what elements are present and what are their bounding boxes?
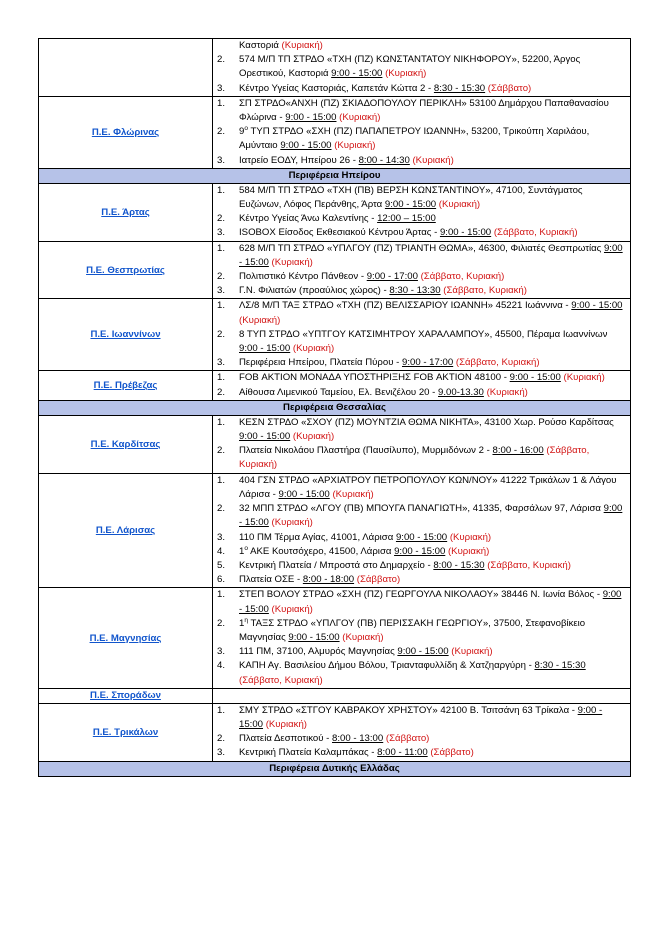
hours-text: 9:00 - 15:00 [509, 372, 561, 384]
hours-text: 9:00 - 15:00 [331, 68, 383, 80]
locations-cell [213, 183, 631, 241]
locations-cell [213, 703, 631, 761]
prefecture-link[interactable]: Π.Ε. Άρτας [101, 206, 150, 218]
days-note: (Σάββατο) [385, 733, 430, 745]
days-note: (Κυριακή) [271, 517, 313, 529]
table-row [39, 473, 631, 588]
hours-text: 9:00 - 15:00 [280, 140, 332, 152]
item-number: 5. [217, 559, 226, 571]
days-note: (Κυριακή) [451, 646, 493, 658]
days-note: (Σάββατο, Κυριακή) [487, 559, 571, 571]
table-row [39, 588, 631, 688]
item-text: 110 ΠΜ Τέρμα Αγίας, 41001, Λάρισα [239, 531, 396, 543]
locations-list [213, 588, 630, 687]
days-note: (Κυριακή) [385, 68, 427, 80]
table-row [39, 299, 631, 371]
item-number: 2. [217, 445, 226, 457]
days-note: (Σάββατο) [356, 574, 401, 586]
region-title: Περιφέρεια Ηπείρου [39, 168, 631, 183]
hours-text: 8:00 - 14:30 [358, 154, 410, 166]
item-text: 32 ΜΠΠ ΣΤΡΔΟ «ΛΓΟΥ (ΠΒ) ΜΠΟΥΓΑ ΠΑΝΑΓΙΩΤΗ», 41335, Φαρσάλων 97, Λάρισα [239, 503, 604, 515]
region-header-row [39, 400, 631, 415]
list-item [213, 573, 630, 587]
list-item [213, 371, 630, 385]
item-number: 3. [217, 82, 226, 94]
hours-text: 9:00 - 15:00 [397, 646, 449, 658]
days-note: (Κυριακή) [342, 631, 384, 643]
item-text: Περιφέρεια Ηπείρου, Πλατεία Πύρου - [239, 357, 402, 369]
list-item [213, 617, 630, 645]
hours-text: 9:00 - 17:00 [401, 357, 454, 369]
ordinal-suffix: ο [244, 544, 248, 552]
list-item [213, 270, 630, 284]
item-number: 2. [217, 386, 226, 398]
prefecture-link[interactable]: Π.Ε. Καρδίτσας [90, 438, 161, 450]
days-note: (Κυριακή) [334, 140, 376, 152]
item-text: Κέντρο Υγείας Καστοριάς, Καπετάν Κώττα 2 - [239, 82, 434, 94]
item-text: 404 ΓΣΝ ΣΤΡΔΟ «ΑΡΧΙΑΤΡΟΥ ΠΕΤΡΟΠΟΥΛΟΥ ΚΩΝ/ΝΟΥ» 41222 Τρικάλων 1 & Λάγου Λάρισα - [239, 474, 617, 500]
days-note: (Σάββατο, Κυριακή) [239, 445, 590, 471]
list-item [213, 444, 630, 472]
locations-cell [213, 415, 631, 473]
locations-list [213, 39, 630, 96]
list-item [213, 82, 630, 96]
item-text: ΤΥΠ ΣΤΡΔΟ «ΣΧΗ (ΠΖ) ΠΑΠΑΠΕΤΡΟΥ ΙΩΑΝΝΗ», 53200, Τρικούπη Χαριλάου, Αμύνταιο [239, 126, 590, 152]
days-note: (Κυριακή) [271, 256, 313, 268]
prefecture-link[interactable]: Π.Ε. Πρέβεζας [93, 380, 158, 392]
hours-text: 9:00 - 15:00 [239, 704, 603, 730]
days-note: (Κυριακή) [438, 199, 481, 211]
item-text: 8 ΤΥΠ ΣΤΡΔΟ «ΥΠΤΓΟΥ ΚΑΤΣΙΜΗΤΡΟΥ ΧΑΡΑΛΑΜΠΟΥ», 45500, Πέραμα Ιωαννίνων [239, 328, 608, 340]
item-text: 1 [239, 617, 245, 629]
hours-text: 9:00 - 15:00 [384, 199, 437, 211]
list-item [213, 125, 630, 153]
hours-text: 8:00 - 15:30 [433, 559, 485, 571]
days-note: (Σάββατο) [430, 747, 474, 759]
table-row [39, 96, 631, 168]
item-text: ΣΠ ΣΤΡΔΟ«ΑΝΧΗ (ΠΖ) ΣΚΙΑΔΟΠΟΥΛΟΥ ΠΕΡΙΚΛΗ» 53100 Δημάρχου Παπαθανασίου Φλώρινα - [239, 97, 609, 124]
hours-text: 8:00 - 13:00 [332, 733, 384, 745]
prefecture-link[interactable]: Π.Ε. Θεσπρωτίας [86, 264, 165, 276]
prefecture-link[interactable]: Π.Ε. Σποράδων [90, 690, 161, 702]
item-number: 1. [217, 589, 226, 601]
hours-text: 9.00-13.30 [438, 386, 484, 398]
region-header-row [39, 761, 631, 776]
item-number: 2. [217, 328, 226, 340]
days-note: (Κυριακή) [449, 531, 492, 543]
item-text: Πλατεία Δεσποτικού - [239, 733, 333, 745]
table-row [39, 703, 631, 761]
prefecture-cell [39, 473, 213, 588]
locations-list [213, 97, 630, 168]
item-number: 2. [217, 54, 226, 66]
hours-text: 9:00 - 15:00 [239, 242, 623, 268]
list-item [213, 588, 630, 616]
days-note: (Σάββατο, Κυριακή) [493, 227, 578, 239]
list-item [213, 212, 630, 226]
item-text: ΣΤΕΠ ΒΟΛΟΥ ΣΤΡΔΟ «ΣΧΗ (ΠΖ) ΓΕΩΡΓΟΥΛΑ ΝΙΚΟΛΑΟΥ» 38446 Ν. Ιωνία Βόλος - [239, 589, 603, 601]
locations-cell [213, 39, 631, 97]
list-item [213, 704, 630, 732]
list-item [213, 356, 630, 370]
item-number: 1. [217, 372, 226, 384]
list-item [213, 284, 630, 298]
list-item [213, 184, 630, 212]
item-text: ΚΑΠΗ Αγ. Βασιλείου Δήμου Βόλου, Τριανταφυλλίδη & Χατζηαργύρη - [239, 660, 535, 672]
item-text: Αίθουσα Λιμενικού Ταμείου, Ελ. Βενιζέλου 20 - [239, 386, 439, 398]
item-text: 111 ΠΜ, 37100, Αλμυρός Μαγνησίας [239, 646, 398, 658]
hours-text: 9:00 - 15:00 [278, 488, 330, 500]
item-number: 1. [217, 300, 226, 312]
item-text: 584 Μ/Π ΤΠ ΣΤΡΔΟ «ΤΧΗ (ΠΒ) ΒΕΡΣΗ ΚΩΝΣΤΑΝΤΙΝΟΥ», 47100, Συντάγματος Ευζώνων, Λόφος Περάνθης, Άρτα [239, 184, 583, 211]
list-item [213, 299, 630, 327]
hours-text: 9:00 - 15:00 [571, 300, 623, 312]
item-number: 3. [217, 531, 226, 543]
item-number: 3. [217, 227, 226, 239]
days-note: (Σάββατο, Κυριακή) [443, 285, 527, 297]
item-number: 2. [217, 617, 226, 629]
item-text: Κεντρική Πλατεία Καλαμπάκας - [239, 747, 378, 759]
prefecture-cell [39, 241, 213, 299]
item-text: Πλατεία ΟΣΕ - [239, 574, 303, 586]
item-text: Κεντρική Πλατεία / Μπροστά στο Δημαρχείο - [239, 559, 434, 571]
prefecture-link[interactable]: Π.Ε. Φλώρινας [91, 126, 160, 138]
locations-cell [213, 688, 631, 703]
item-text: ΚΕΣΝ ΣΤΡΔΟ «ΣΧΟΥ (ΠΖ) ΜΟΥΝΤΖΙΑ ΘΩΜΑ ΝΙΚΗΤΑ», 43100 Χωρ. Ρούσο Καρδίτσας [239, 416, 614, 428]
hours-text: 9:00 - 15:00 [439, 227, 492, 239]
list-item [213, 328, 630, 356]
list-item [213, 154, 630, 168]
item-number: 2. [217, 733, 226, 745]
days-note: (Κυριακή) [447, 545, 490, 557]
list-item [213, 474, 630, 502]
hours-text: 9:00 - 17:00 [366, 271, 418, 283]
locations-cell [213, 96, 631, 168]
hours-text: 9:00 - 15:00 [239, 431, 291, 443]
hours-text: 8:30 - 15:30 [534, 660, 586, 672]
list-item [213, 97, 630, 125]
hours-text: 9:00 - 15:00 [288, 631, 340, 643]
days-note: (Κυριακή) [281, 40, 323, 51]
prefecture-link[interactable]: Π.Ε. Μαγνησίας [89, 632, 162, 644]
list-item [213, 416, 630, 444]
prefecture-cell [39, 688, 213, 703]
list-item [213, 39, 630, 53]
days-note: (Κυριακή) [265, 718, 307, 730]
prefecture-cell [39, 183, 213, 241]
table-row [39, 241, 631, 299]
days-note: (Σάββατο) [487, 82, 532, 94]
item-text: 9 [239, 126, 245, 138]
days-note: (Κυριακή) [271, 603, 313, 615]
hours-text: 8:00 - 11:00 [377, 747, 428, 759]
prefecture-cell [39, 39, 213, 97]
locations-cell [213, 371, 631, 400]
item-number: 2. [217, 503, 226, 515]
prefecture-cell [39, 299, 213, 371]
days-note: (Κυριακή) [486, 386, 528, 398]
hours-text: 9:00 - 15:00 [394, 545, 446, 557]
locations-list [213, 242, 630, 299]
item-text: Πλατεία Νικολάου Πλαστήρα (Παυσίλυπο), Μυρμιδόνων 2 - [239, 445, 493, 457]
item-text: Γ.Ν. Φιλιατών (προαύλιος χώρος) - [239, 285, 390, 297]
prefecture-link[interactable]: Π.Ε. Τρικάλων [92, 726, 159, 738]
days-note: (Σάββατο, Κυριακή) [455, 357, 540, 369]
item-number: 1. [217, 416, 226, 428]
days-note: (Κυριακή) [239, 314, 281, 326]
hours-text: 9:00 - 15:00 [239, 589, 622, 615]
item-text: 1 [239, 545, 245, 557]
hours-text: 9:00 - 15:00 [239, 343, 291, 355]
list-item [213, 386, 630, 400]
item-number: 2. [217, 213, 226, 225]
days-note: (Κυριακή) [292, 343, 335, 355]
item-number: 1. [217, 184, 226, 196]
prefecture-link[interactable]: Π.Ε. Ιωαννίνων [90, 329, 161, 341]
table-body [39, 39, 631, 777]
list-item [213, 226, 630, 240]
item-text: FOB ΑΚΤΙΟΝ ΜΟΝΑΔΑ ΥΠΟΣΤΗΡΙΞΗΣ FOB ΑΚΤΙΟΝ 48100 - [239, 372, 510, 384]
item-number: 1. [217, 242, 226, 254]
item-number: 4. [217, 660, 226, 672]
hours-text: 9:00 - 15:00 [285, 112, 337, 124]
prefecture-cell [39, 371, 213, 400]
item-text: ΑΚΕ Κουτσόχερο, 41500, Λάρισα [247, 545, 395, 557]
hours-text: 8:30 - 15:30 [433, 82, 486, 94]
item-number: 1. [217, 704, 226, 716]
item-text: 574 Μ/Π ΤΠ ΣΤΡΔΟ «ΤΧΗ (ΠΖ) ΚΩΝΣΤΑΝΤΑΤΟΥ ΝΙΚΗΦΟΡΟΥ», 52200, Άργος Ορεστικού, Καστοριά [239, 54, 581, 80]
item-number: 3. [217, 285, 226, 297]
table-row [39, 183, 631, 241]
hours-text: 9:00 - 15:00 [239, 503, 623, 529]
locations-cell [213, 588, 631, 688]
list-item [213, 746, 630, 760]
table-row [39, 371, 631, 400]
locations-list [213, 704, 630, 761]
locations-list [213, 371, 630, 399]
item-number: 1. [217, 97, 226, 109]
item-number: 3. [217, 747, 226, 759]
vaccination-points-table [38, 38, 631, 777]
item-number: 4. [217, 545, 226, 557]
locations-list [213, 184, 630, 241]
list-item [213, 645, 630, 659]
region-title: Περιφέρεια Θεσσαλίας [39, 400, 631, 415]
item-number: 2. [217, 126, 226, 138]
list-item [213, 502, 630, 530]
hours-text: 8:00 - 16:00 [492, 445, 544, 457]
prefecture-link[interactable]: Π.Ε. Λάρισας [95, 525, 156, 536]
list-item [213, 545, 630, 559]
item-number: 3. [217, 646, 226, 658]
item-text: Πολιτιστικό Κέντρο Πάνθεον - [239, 271, 367, 283]
table-row [39, 415, 631, 473]
list-item [213, 659, 630, 687]
hours-text: 12:00 – 15:00 [377, 213, 436, 225]
days-note: (Σάββατο, Κυριακή) [239, 674, 323, 686]
days-note: (Κυριακή) [332, 488, 374, 500]
days-note: (Κυριακή) [563, 372, 605, 384]
item-text: ΣΜΥ ΣΤΡΔΟ «ΣΤΓΟΥ ΚΑΒΡΑΚΟΥ ΧΡΗΣΤΟΥ» 42100 Β. Τσιτσάνη 63 Τρίκαλα - [239, 704, 578, 716]
locations-list [213, 474, 630, 588]
hours-text: 9:00 - 15:00 [395, 531, 448, 543]
list-item [213, 559, 630, 573]
item-text: ISOBOX Είσοδος Εκθεσιακού Κέντρου Άρτας - [239, 227, 440, 239]
locations-cell [213, 241, 631, 299]
days-note: (Κυριακή) [292, 431, 335, 443]
prefecture-cell [39, 588, 213, 688]
ordinal-suffix: ο [244, 125, 248, 133]
item-number: 3. [217, 154, 226, 166]
prefecture-cell [39, 415, 213, 473]
locations-list [213, 299, 630, 370]
item-text: Ιατρείο ΕΟΔΥ, Ηπείρου 26 - [239, 154, 359, 166]
item-text: Καστοριά [239, 40, 282, 51]
prefecture-cell [39, 96, 213, 168]
item-number: 6. [217, 574, 226, 586]
list-item [213, 242, 630, 270]
ordinal-suffix: η [244, 616, 248, 624]
locations-cell [213, 473, 631, 588]
item-text: 628 Μ/Π ΤΠ ΣΤΡΔΟ «ΥΠΛΓΟΥ (ΠΖ) ΤΡΙΑΝΤΗ ΘΩΜΑ», 46300, Φιλιατές Θεσπρωτίας [239, 242, 604, 254]
days-note: (Κυριακή) [412, 154, 454, 166]
item-text: Κέντρο Υγείας Άνω Καλεντίνης - [239, 213, 378, 225]
item-number: 1. [217, 474, 226, 486]
table-row [39, 39, 631, 97]
item-number: 2. [217, 271, 226, 283]
item-text: ΛΣ/8 Μ/Π ΤΑΞ ΣΤΡΔΟ «ΤΧΗ (ΠΖ) ΒΕΛΙΣΣΑΡΙΟΥ ΙΩΑΝΝΗ» 45221 Ιωάννινα - [239, 300, 572, 312]
list-item [213, 531, 630, 545]
hours-text: 8:30 - 13:30 [389, 285, 441, 297]
locations-cell [213, 299, 631, 371]
list-item [213, 53, 630, 81]
days-note: (Κυριακή) [339, 112, 381, 124]
item-number: 3. [217, 357, 226, 369]
item-text: ΤΑΞΣ ΣΤΡΔΟ «ΥΠΛΓΟΥ (ΠΒ) ΠΕΡΙΣΣΑΚΗ ΓΕΩΡΓΙΟΥ», 37500, Στεφανοβίκειο Μαγνησίας [239, 617, 586, 643]
locations-list [213, 416, 630, 473]
region-title: Περιφέρεια Δυτικής Ελλάδας [39, 761, 631, 776]
list-item [213, 732, 630, 746]
hours-text: 8:00 - 18:00 [302, 574, 355, 586]
region-header-row [39, 168, 631, 183]
days-note: (Σάββατο, Κυριακή) [420, 271, 505, 283]
prefecture-cell [39, 703, 213, 761]
table-row [39, 688, 631, 703]
